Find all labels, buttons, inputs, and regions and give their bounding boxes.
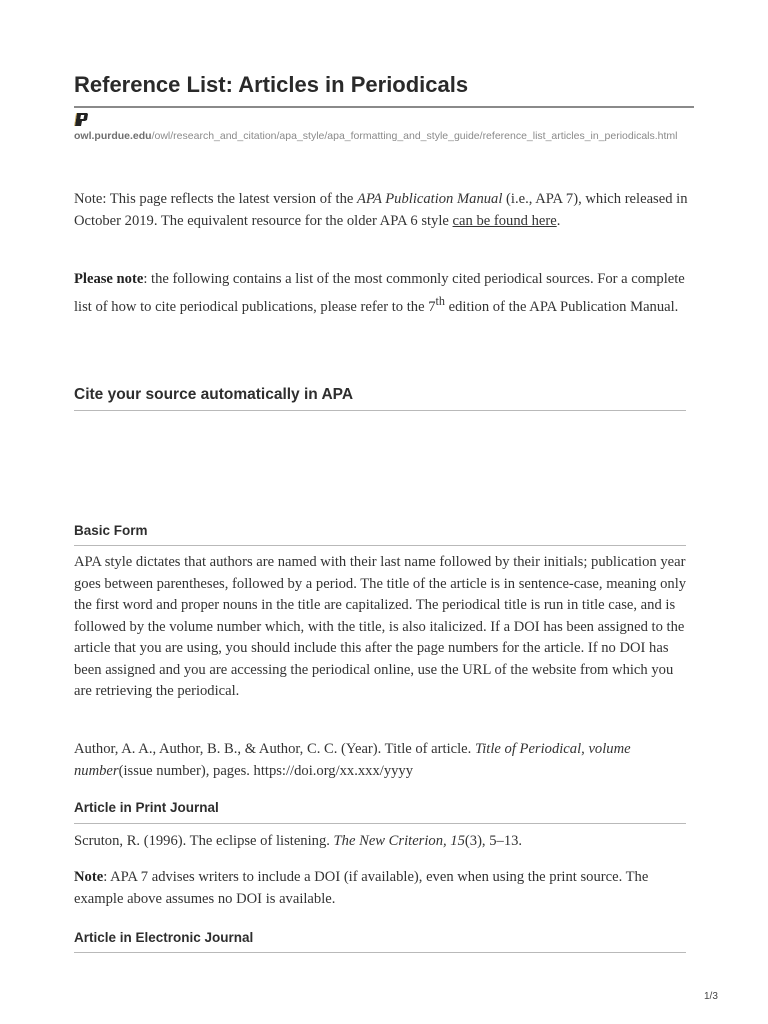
template-text: , [581, 741, 589, 757]
section-divider [74, 823, 686, 824]
print-journal-example [74, 831, 690, 853]
example-text: (3), 5–13. [464, 833, 523, 849]
note-text: (i.e., APA 7), which released in October 2019. The equivalent resource for the older APA 6 style [74, 191, 688, 229]
purdue-p-logo-icon [74, 112, 90, 127]
section-divider [74, 410, 686, 411]
url-path: /owl/research_and_citation/apa_style/apa_formatting_and_style_guide/reference_list_articles_in_periodicals.html [151, 130, 678, 142]
superscript: th [435, 293, 445, 308]
template-text: Author, A. A., Author, B. B., & Author, C. C. (Year). Title of article. [74, 741, 475, 757]
apa6-resource-link[interactable]: can be found here [452, 212, 557, 229]
url-host: owl.purdue.edu [74, 130, 152, 142]
title-divider [74, 106, 694, 108]
page-title: Reference List: Articles in Periodicals [74, 72, 469, 97]
template-text: (issue number), pages. https://doi.org/xx.xxx/yyyy [118, 762, 414, 779]
template-volume: volume number [74, 741, 631, 779]
example-periodical: The New Criterion, 15 [333, 833, 465, 849]
note-label: Note [74, 869, 104, 885]
basic-form-heading: Basic Form [74, 523, 148, 538]
print-journal-note [74, 867, 690, 910]
note-text: edition of the APA Publication Manual. [444, 298, 679, 315]
please-note-label: Please note [74, 271, 144, 287]
section-divider [74, 545, 686, 546]
print-journal-heading: Article in Print Journal [74, 800, 219, 815]
source-url[interactable] [74, 128, 696, 144]
note-text: . [556, 212, 561, 229]
template-periodical: Title of Periodical [474, 741, 582, 757]
note-text: : the following contains a list of the most commonly cited periodical sources. For a complete list of how to cite periodical publications, please refer to the 7 [74, 271, 685, 315]
cite-heading: Cite your source automatically in APA [74, 386, 354, 403]
note-text: Note: This page reflects the latest version of the [74, 191, 358, 207]
electronic-journal-heading: Article in Electronic Journal [74, 930, 254, 945]
example-text: Scruton, R. (1996). The eclipse of listening. [74, 833, 334, 849]
apa-manual-title: APA Publication Manual [357, 191, 503, 207]
reference-template [74, 739, 690, 782]
page-number: 1/3 [704, 991, 718, 1002]
apa7-note-paragraph [74, 189, 690, 232]
please-note-paragraph [74, 269, 690, 318]
note-text: : APA 7 advises writers to include a DOI (if available), even when using the print source. The example above assumes no DOI is available. [74, 869, 649, 907]
basic-form-body: APA style dictates that authors are named with their last name followed by their initials; publication year goes between parentheses, followed by a period. The title of the article is in sentence-case, meaning only the first word and proper nouns in the title are capitalized. The periodical title is run in title case, and is followed by the volume number which, with the title, is also italicized. If a DOI has been assigned to the article that you are using, you should include this after the page numbers for the article. If no DOI has been assigned and you are accessing the periodical online, use the URL of the website from which you are retrieving the periodical. [74, 554, 687, 699]
section-divider [74, 952, 686, 953]
